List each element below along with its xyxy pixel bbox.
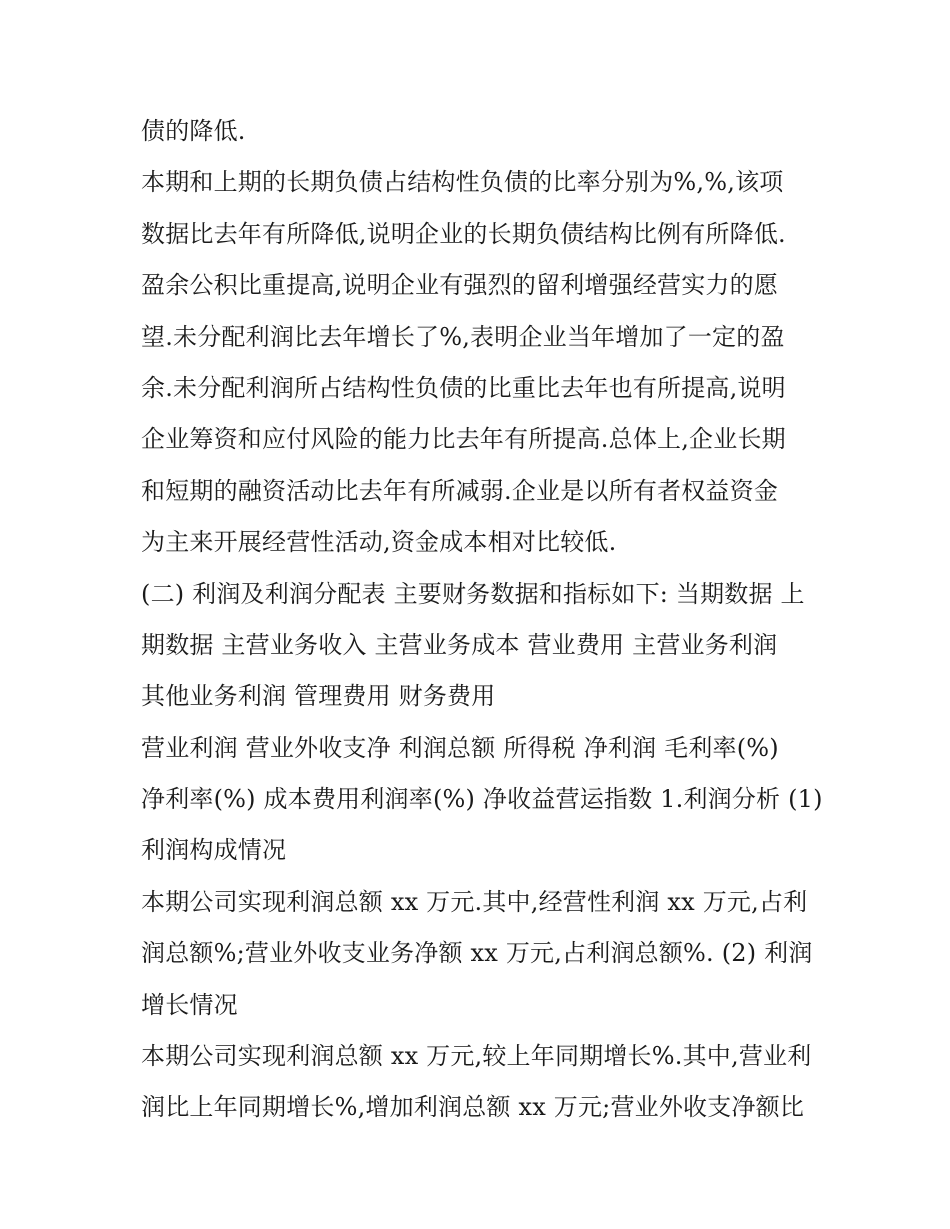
text-line: 净利率(%) 成本费用利润率(%) 净收益营运指数 1.利润分析 (1) <box>141 785 823 814</box>
text-line: 润比上年同期增长%,增加利润总额 xx 万元;营业外收支净额比 <box>141 1093 805 1122</box>
subheading-line: 增长情况 <box>141 990 238 1019</box>
text-line: 债的降低. <box>141 117 246 145</box>
text-line: 其他业务利润 管理费用 财务费用 <box>141 682 496 711</box>
text-line: 期数据 主营业务收入 主营业务成本 营业费用 主营业务利润 <box>141 630 778 659</box>
text-line: 和短期的融资活动比去年有所减弱.企业是以所有者权益资金 <box>141 476 779 505</box>
text-line: 为主来开展经营性活动,资金成本相对比较低. <box>141 528 617 557</box>
text-line: 企业筹资和应付风险的能力比去年有所提高.总体上,企业长期 <box>141 425 786 454</box>
text-line: 润总额%;营业外收支业务净额 xx 万元,占利润总额%. (2) 利润 <box>141 939 813 968</box>
subheading-line: 利润构成情况 <box>141 836 287 865</box>
text-line: 望.未分配利润比去年增长了%,表明企业当年增加了一定的盈 <box>141 322 785 351</box>
text-line: 本期公司实现利润总额 xx 万元.其中,经营性利润 xx 万元,占利 <box>141 887 808 916</box>
text-line: 本期公司实现利润总额 xx 万元,较上年同期增长%.其中,营业利 <box>141 1042 812 1071</box>
text-line: 数据比去年有所降低,说明企业的长期负债结构比例有所降低. <box>141 219 786 248</box>
text-line: 余.未分配利润所占结构性负债的比重比去年也有所提高,说明 <box>141 373 786 402</box>
text-line: 营业利润 营业外收支净 利润总额 所得税 净利润 毛利率(%) <box>141 733 779 762</box>
text-line: 本期和上期的长期负债占结构性负债的比率分别为%,%,该项 <box>141 168 784 197</box>
body-text <box>141 106 821 1134</box>
section-heading-line: (二) 利润及利润分配表 主要财务数据和指标如下: 当期数据 上 <box>141 579 805 608</box>
text-line: 盈余公积比重提高,说明企业有强烈的留利增强经营实力的愿 <box>141 271 779 300</box>
